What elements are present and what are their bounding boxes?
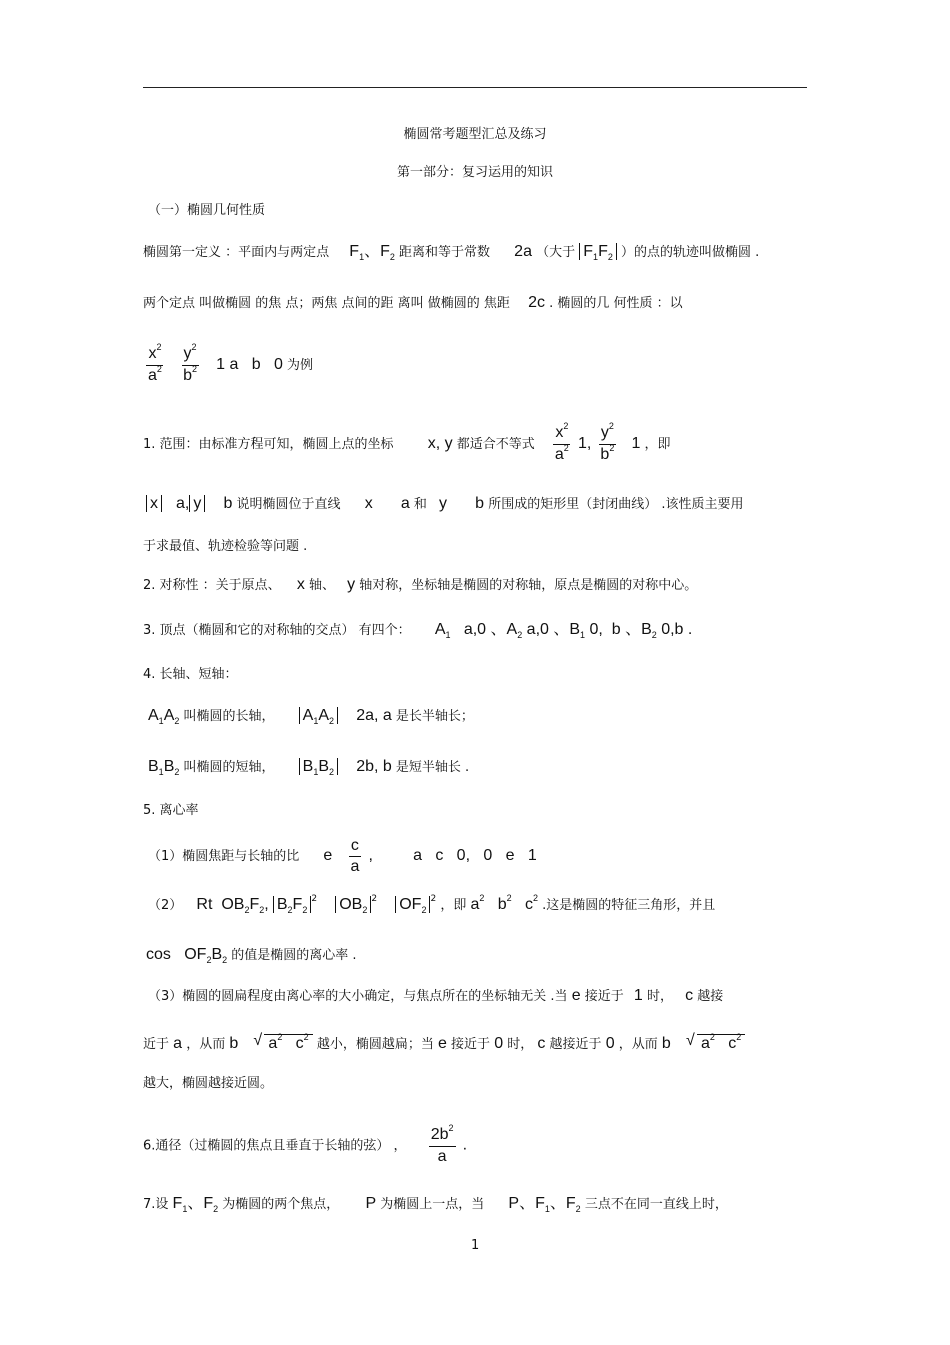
eccentricity-line-3: $\cos OF_2B_2$ 的值是椭圆的离心率 . — [146, 946, 357, 965]
range-line-3: 于求最值、轨迹检验等问题 . — [143, 539, 308, 554]
symmetry-line: 2. 对称性 ：关于原点、 x 轴、 y 轴对称，坐标轴是椭圆的对称轴，原点是椭圆的对称中心。 — [143, 576, 698, 593]
standard-equation: $\frac{x^2}{a^2}$ $\frac{y^2}{b^2}$ 1 a b 0 为例 — [148, 342, 313, 384]
minor-axis-line: $B_1B_2$ 叫椭圆的短轴， $B_1B_2$ 2b, b 是短半轴长 . — [148, 758, 470, 777]
eccentricity-line-4: （3）椭圆的圆扁程度由离心率的大小确定，与焦点所在的坐标轴无关 .当 e 接近于 1 时， c 越接 — [148, 987, 724, 1004]
focal-triangle-line: 7.设 $F_1$、$F_2$ 为椭圆的两个焦点， P 为椭圆上一点，当 P、$F_1$、$F_2$ 三点不在同一直线上时， — [143, 1195, 728, 1214]
definition-line-2: 两个定点 叫做椭圆 的焦 点；两焦 点间的距 离叫 做椭圆的 焦距 2c . 椭圆的几 何性质 ：以 — [143, 294, 683, 311]
vertices-line: 3. 顶点（椭圆和它的对称轴的交点） 有四个： $A_1$ a,0 、$A_2$ a,0 、$B_1$ 0, b 、$B_2$ 0,b . — [143, 621, 693, 640]
eccentricity-line-2: （2） Rt $OB_2F_2$, $B_2F_2^2$ $OB_2^2$ $OF_2^2$ ，即 $a^2$ $b^2$ $c^2$ .这是椭圆的特征三角形，并且 — [148, 893, 716, 915]
axes-heading: 4. 长轴、短轴： — [143, 667, 238, 682]
major-axis-line: $A_1A_2$ 叫椭圆的长轴， $A_1A_2$ 2a, a 是长半轴长； — [148, 707, 474, 726]
doc-title: 椭圆常考题型汇总及练习 — [403, 127, 547, 142]
part-heading: 第一部分：复习运用的知识 — [396, 165, 553, 180]
eccentricity-line-6: 越大，椭圆越接近圆。 — [143, 1076, 274, 1091]
header-rule — [143, 87, 807, 88]
latus-rectum-line: 6.通径（过椭圆的焦点且垂直于长轴的弦） ， $\frac{2b^2}{a}$ . — [143, 1123, 468, 1165]
eccentricity-line-5: 近于 a ，从而 b √ $a^2$ $c^2$ 越小，椭圆越扁；当 e 接近于 0 时， c 越接近于 0 ，从而 b √ $a^2$ $c^2$ — [143, 1035, 745, 1054]
range-line-2: x a, y b 说明椭圆位于直线 x a 和 y b 所围成的矩形里（封闭曲线） .该性质主要用 — [146, 495, 743, 514]
eccentricity-line-1: （1）椭圆焦距与长轴的比 e $\frac{c}{a}$ , a c 0, 0 e 1 — [148, 837, 537, 875]
page-number: 1 — [471, 1238, 480, 1253]
definition-line-1: 椭圆第一定义 ：平面内与两定点 $F_1$、$F_2$ 距离和等于常数 2a （大于 $F_1F_2$ ）的点的轨迹叫做椭圆 . — [143, 243, 760, 262]
eccentricity-heading: 5. 离心率 — [143, 803, 199, 818]
range-line-1: 1. 范围：由标准方程可知，椭圆上点的坐标 x, y 都适合不等式 $\frac{x^2}{a^2}$ 1, $\frac{y^2}{b^2}$ 1 ，即 — [143, 421, 671, 463]
section-heading: （一）椭圆几何性质 — [148, 203, 266, 218]
